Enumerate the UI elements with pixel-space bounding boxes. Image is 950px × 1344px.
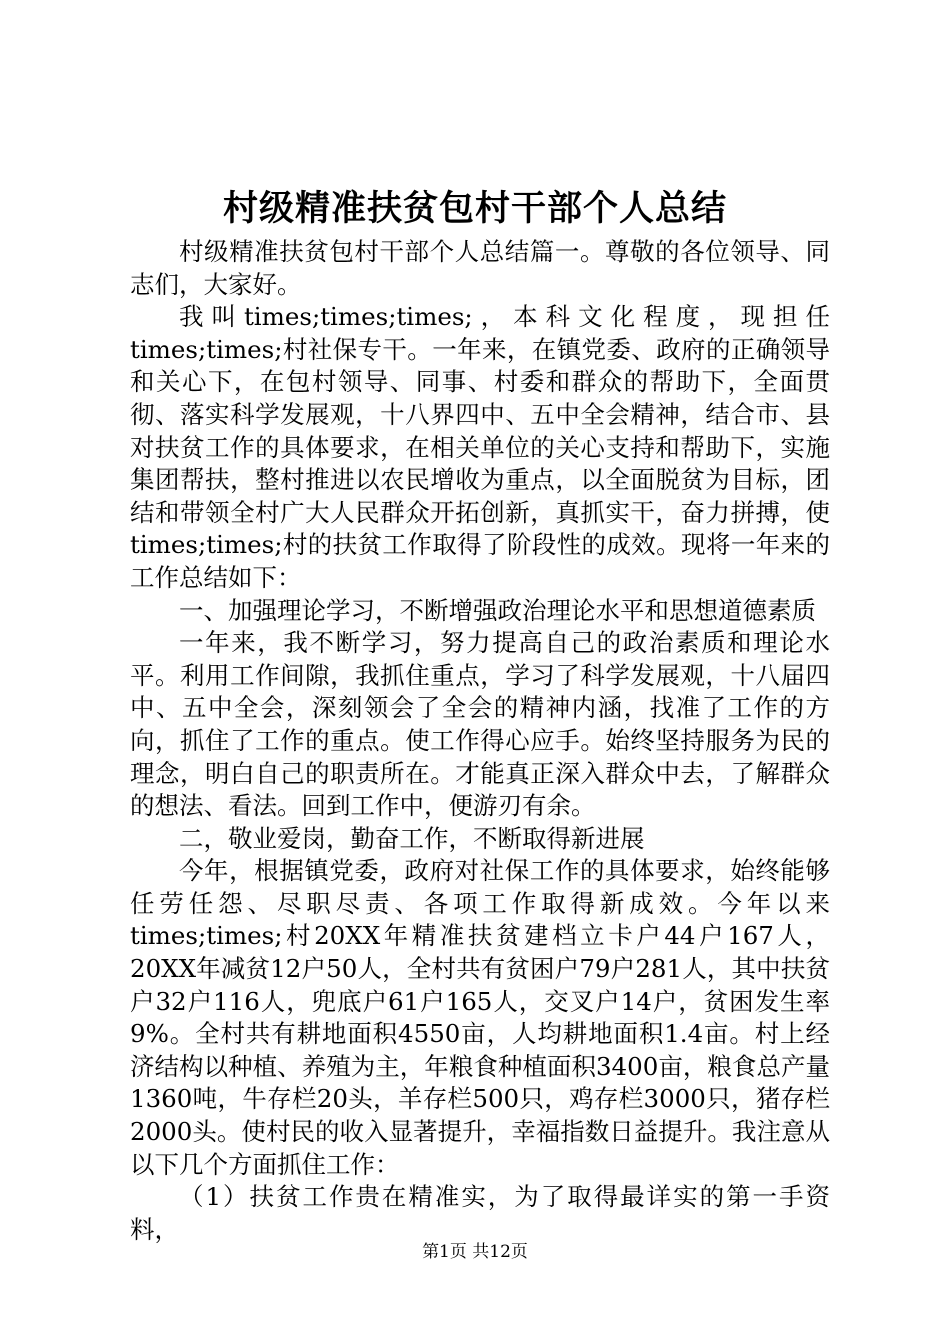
document-body (130, 236, 830, 1246)
paragraph-item-1: （1）扶贫工作贵在精准实，为了取得最详实的第一手资料， (130, 1182, 830, 1244)
page-number: 第1页 共12页 (422, 1242, 528, 1262)
document-title: 村级精准扶贫包村干部个人总结 (222, 188, 727, 229)
paragraph-self-introduction: 我叫times;times;times;，本科文化程度，现担任times;times;村社保专干。一年来，在镇党委、政府的正确领导和关心下，在包村领导、同事、村委和群众的帮助下，全面贯彻、落实科学发展观，十八界四中、五中全会精神，结合市、县对扶贫工作的具体要求，在相关单位的关心支持和帮助下，实施集团帮扶，整村推进以农民增收为重点，以全面脱贫为目标，团结和带领全村广大人民群众开拓创新，真抓实干，奋力拼搏，使times;times;村的扶贫工作取得了阶段性的成效。现将一年来的工作总结如下： (130, 302, 830, 592)
paragraph-intro: 村级精准扶贫包村干部个人总结篇一。尊敬的各位领导、同志们，大家好。 (130, 237, 830, 299)
paragraph-work-progress: 今年，根据镇党委，政府对社保工作的具体要求，始终能够任劳任怨、尽职尽责、各项工作取得新成效。今年以来times;times;村20XX年精准扶贫建档立卡户44户167人，20XX年减贫12户50人，全村共有贫困户79户281人，其中扶贫户32户116人，兜底户61户165人，交叉户14户，贫困发生率9%。全村共有耕地面积4550亩，人均耕地面积1.4亩。村上经济结构以种植、养殖为主，年粮食种植面积3400亩，粮食总产量1360吨，牛存栏20头，羊存栏500只，鸡存栏3000只，猪存栏2000头。使村民的收入显著提升，幸福指数日益提升。我注意从以下几个方面抓住工作： (130, 856, 830, 1179)
section-heading-1: 一、加强理论学习，不断增强政治理论水平和思想道德素质 (179, 595, 816, 625)
paragraph-theory-study: 一年来，我不断学习，努力提高自己的政治素质和理论水平。利用工作间隙，我抓住重点，学习了科学发展观，十八届四中、五中全会，深刻领会了全会的精神内涵，找准了工作的方向，抓住了工作的重点。使工作得心应手。始终坚持服务为民的理念，明白自己的职责所在。才能真正深入群众中去，了解群众的想法、看法。回到工作中，便游刃有余。 (130, 628, 830, 821)
section-heading-2: 二，敬业爱岗，勤奋工作，不断取得新进展 (179, 823, 645, 853)
